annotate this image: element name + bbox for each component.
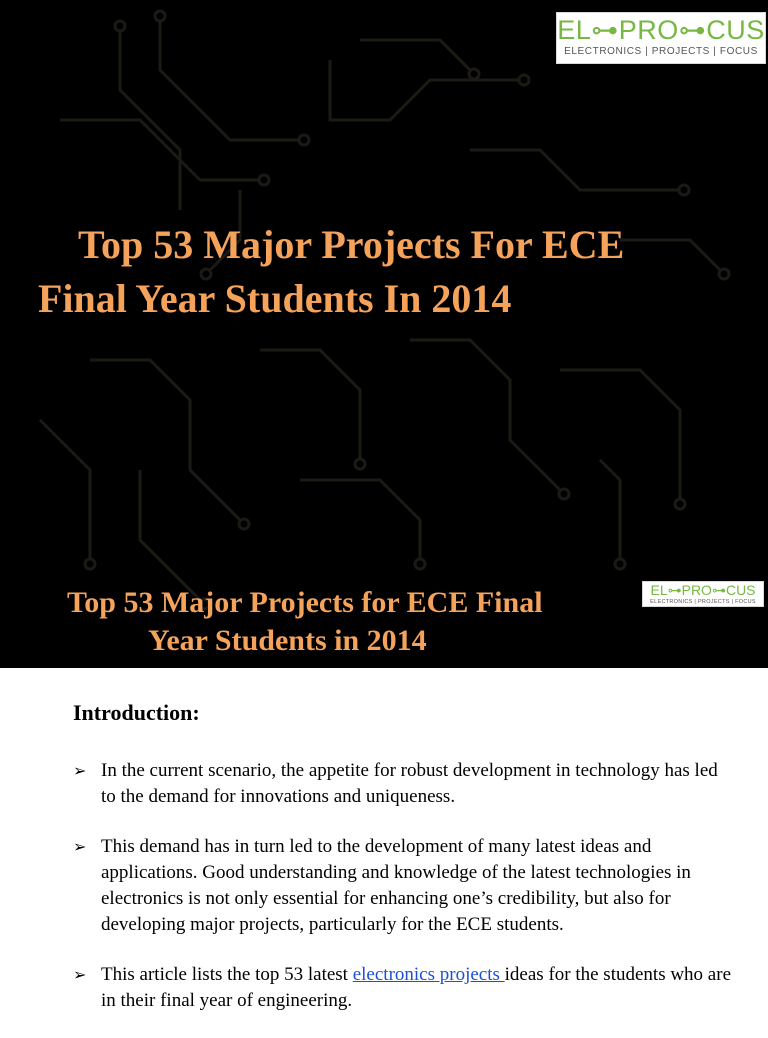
bullet-list (73, 758, 733, 1038)
slide-subtitle-line-2: Year Students in 2014 (148, 624, 427, 657)
list-item (73, 758, 733, 810)
logo-wordmark: EL⊶PRO⊶CUS (650, 582, 756, 598)
section-heading: Introduction: (73, 700, 200, 725)
logo-tagline: ELECTRONICS | PROJECTS | FOCUS (650, 599, 756, 605)
slide-title (38, 218, 738, 326)
list-item (73, 962, 733, 1014)
logo-tagline: ELECTRONICS | PROJECTS | FOCUS (564, 46, 758, 57)
logo-wordmark: EL⊶PRO⊶CUS (557, 15, 765, 45)
electronics-projects-link[interactable]: electronics projects (352, 964, 505, 985)
document-body (0, 668, 768, 1024)
arrow-bullet-icon: ➢ (73, 837, 87, 856)
paragraph-text: This demand has in turn led to the development of many latest ideas and applications. Good understanding and knowledge of the latest technologies in electronics is not only essential for enhancing one’s credibility, but also for developing major projects, particularly for the ECE students. (101, 836, 691, 935)
paragraph-text: In the current scenario, the appetite for robust development in technology has led to the demand for innovations and uniqueness. (101, 760, 718, 807)
link-icon: ⊶ (678, 15, 707, 45)
elprocus-logo (556, 12, 766, 64)
link-icon: ⊶ (591, 15, 619, 45)
list-item (73, 834, 733, 938)
paragraph-text-before-link: This article lists the top 53 latest (101, 964, 353, 985)
arrow-bullet-icon: ➢ (73, 761, 87, 780)
link-icon: ⊶ (711, 582, 726, 598)
slide-title-line-1: Top 53 Major Projects For ECE (78, 222, 625, 267)
slide-subtitle (40, 584, 640, 660)
paragraph-text-after-link: ideas for the students who are in their final year of engineering. (101, 964, 732, 1011)
arrow-bullet-icon: ➢ (73, 965, 87, 984)
link-icon: ⊶ (667, 582, 682, 598)
slide-subtitle-line-1: Top 53 Major Projects for ECE Final (67, 586, 543, 619)
slide-title-line-2: Final Year Students In 2014 (38, 276, 512, 321)
elprocus-logo-small (642, 581, 764, 607)
